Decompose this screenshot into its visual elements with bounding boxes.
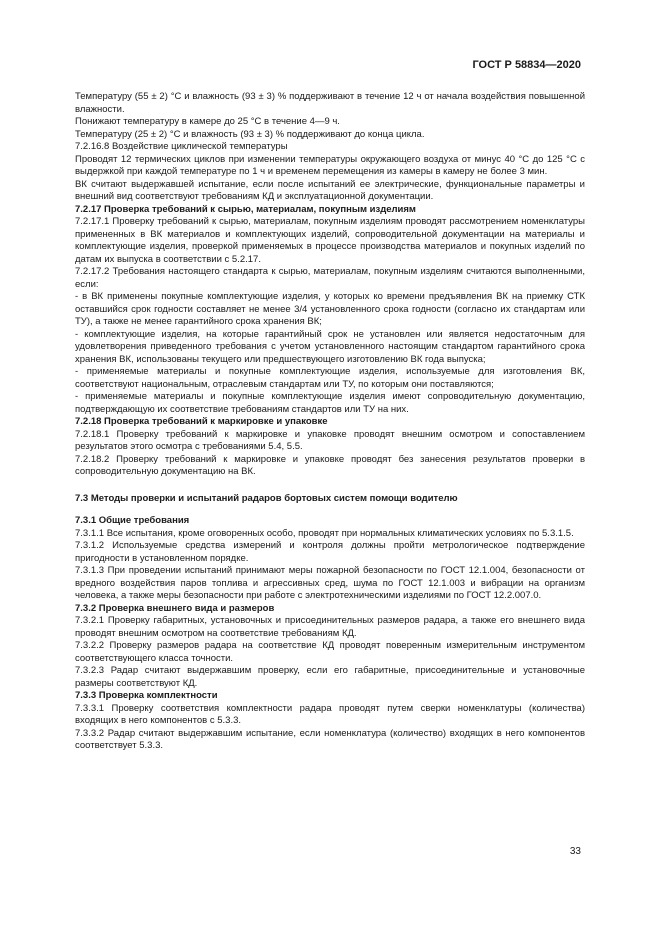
section-heading: 7.3.2 Проверка внешнего вида и размеров: [75, 602, 275, 614]
paragraph: Температуру (55 ± 2) °С и влажность (93 ± 3) % поддерживают в течение 12 ч от начала воздействия повышенной влажности.: [75, 91, 585, 115]
paragraph: 7.3.2.1 Проверку габаритных, установочных и присоединительных размеров радара, а также его внешнего вида проводят внешним осмотром на соответствие требованиям КД.: [75, 615, 585, 639]
paragraph: Понижают температуру в камере до 25 °С в течение 4—9 ч.: [75, 116, 340, 127]
list-item: - в ВК применены покупные комплектующие изделия, у которых ко времени предъявления ВК на приемку СТК оставшийся срок годности составляет не менее 3/4 установленного срока годности (согласно их стандартам или ТУ), а также не менее гарантийного срока хранения ВК;: [75, 291, 585, 327]
paragraph: 7.3.1.2 Используемые средства измерений и контроля должны пройти метрологическое подтверждение пригодности в установленном порядке.: [75, 540, 585, 564]
list-item: - применяемые материалы и покупные комплектующие изделия, используемые для изготовления ВК, соответствуют национальным, отраслевым стандартам или ТУ, по которым они поставляются;: [75, 366, 585, 390]
list-item: - комплектующие изделия, на которые гарантийный срок не установлен или является недостаточным для удовлетворения приведенного требования с учетом установленного настоящим стандартом гарантийного срока хранения ВК, использованы текущего или предшествующего изготовлению ВК года выпуска;: [75, 328, 585, 365]
section-heading: 7.2.18 Проверка требований к маркировке и упаковке: [75, 416, 328, 427]
paragraph: Проводят 12 термических циклов при изменении температуры окружающего воздуха от минус 40 °С до 125 °С с выдержкой при каждой температуре по 1 ч и временем перемещения из камеры в камеру не более 3 мин.: [75, 153, 585, 177]
list-item: - применяемые материалы и покупные комплектующие изделия имеют сопроводительную документацию, подтверждающую их соответствие требованиям стандартов или ТУ на них.: [75, 391, 585, 415]
paragraph: 7.2.17.1 Проверку требований к сырью, материалам, покупным изделиям проводят рассмотрением номенклатуры примененных в ВК материалов и комплектующих изделий, сопроводительной документации на материалы и комплектующие изделия, проверкой применяемых в процессе производства материалов и покупных изделий по датам их выпуска в соответствии с 5.2.17.: [75, 216, 585, 265]
paragraph: 7.3.2.2 Проверку размеров радара на соответствие КД проводят поверенным измерительным инструментом соответствующего класса точности.: [75, 640, 585, 664]
paragraph: ВК считают выдержавшей испытание, если после испытаний ее электрические, функциональные параметры и внешний вид соответствуют требованиям КД и эксплуатационной документации.: [75, 178, 585, 202]
page-number: 33: [569, 846, 581, 857]
section-title: 7.3 Методы проверки и испытаний радаров бортовых систем помощи водителю: [75, 492, 458, 504]
paragraph: Температуру (25 ± 2) °С и влажность (93 ± 3) % поддерживают до конца цикла.: [75, 128, 425, 140]
section-heading: 7.3.3 Проверка комплектности: [75, 690, 218, 701]
paragraph: 7.2.18.2 Проверку требований к маркировке и упаковке проводят без занесения результатов проверки в сопроводительную документацию на ВК.: [75, 453, 585, 477]
paragraph: 7.3.2.3 Радар считают выдержавшим проверку, если его габаритные, присоединительные и установочные размеры соответствуют КД.: [75, 665, 585, 689]
paragraph: 7.2.17.2 Требования настоящего стандарта к сырью, материалам, покупным изделиям считаются выполненными, если:: [75, 266, 585, 290]
document-body: [75, 91, 585, 753]
paragraph: 7.3.3.2 Радар считают выдержавшим испытание, если номенклатура (количество) входящих в него компонентов соответствует 5.3.3.: [75, 727, 585, 751]
section-heading: 7.2.17 Проверка требований к сырью, материалам, покупным изделиям: [75, 203, 416, 215]
paragraph: 7.3.1.3 При проведении испытаний принимают меры пожарной безопасности по ГОСТ 12.1.004, безопасности от вредного воздействия паров топлива и агрессивных сред, шума по ГОСТ 12.1.003 и вибрации на организм человека, а также меры безопасности при работе с электротехническими изделиями по ГОСТ 12.2.007.0.: [75, 565, 585, 601]
standard-designation: ГОСТ Р 58834—2020: [472, 59, 581, 71]
section-heading: 7.3.1 Общие требования: [75, 515, 190, 526]
paragraph: 7.3.3.1 Проверку соответствия комплектности радара проводят путем сверки номенклатуры (количества) входящих в него компонентов с 5.3.3.: [75, 702, 585, 726]
paragraph: 7.3.1.1 Все испытания, кроме оговоренных особо, проводят при нормальных климатических условиях по 5.3.1.5.: [75, 527, 574, 539]
paragraph: 7.2.18.1 Проверку требований к маркировке и упаковке проводят внешним осмотром и сопоставлением результатов этого осмотра с требованиями 5.4, 5.5.: [75, 428, 585, 452]
paragraph: 7.2.16.8 Воздействие циклической температуры: [75, 141, 288, 152]
